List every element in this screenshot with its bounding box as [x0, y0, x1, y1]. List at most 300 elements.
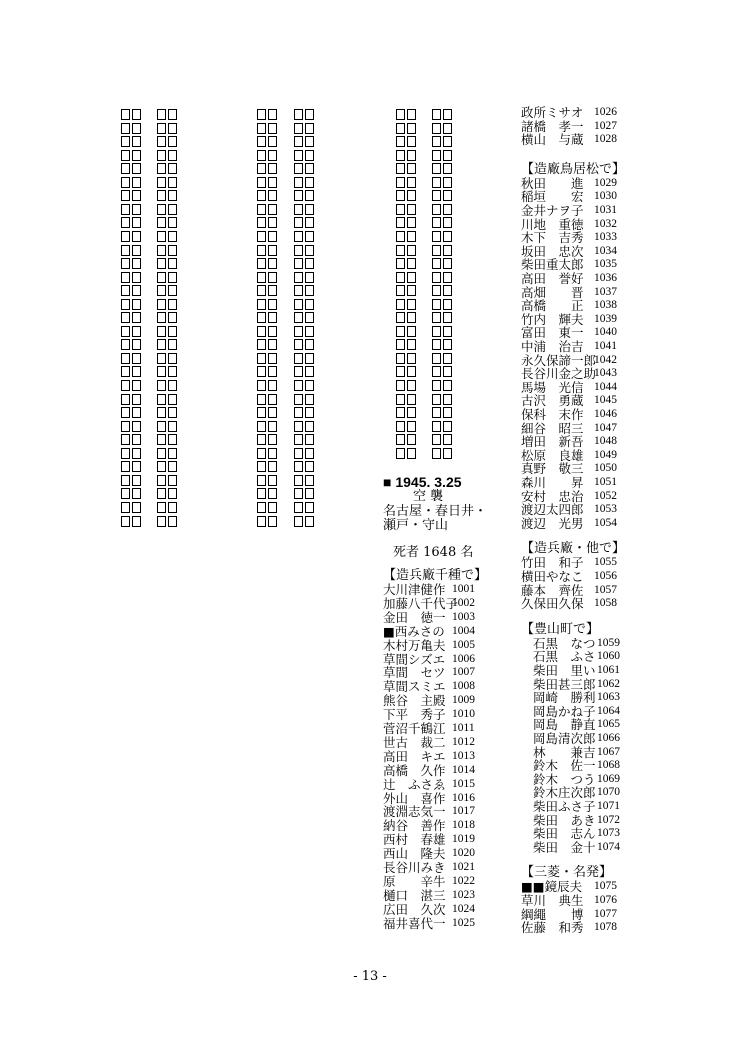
- list-item: [383, 818, 475, 834]
- placeholder-box: [396, 123, 405, 134]
- placeholder-name-cell: [396, 203, 418, 217]
- entry-number: 1031: [594, 204, 617, 216]
- placeholder-name-cell: [432, 189, 454, 203]
- list-item: [521, 325, 617, 341]
- placeholder-box: [168, 434, 177, 445]
- list-item: [533, 799, 620, 814]
- placeholder-box: [132, 502, 141, 513]
- placeholder-box: [257, 339, 266, 350]
- person-name: 柴田 あき: [533, 812, 596, 828]
- placeholder-name-cell: [294, 216, 316, 230]
- placeholder-name-cell: [396, 108, 418, 122]
- placeholder-name-cell: [294, 406, 316, 420]
- person-name: 横田やなこ: [521, 569, 584, 584]
- placeholder-box: [305, 353, 314, 364]
- placeholder-name-cell: [157, 420, 179, 434]
- placeholder-box: [268, 204, 277, 215]
- placeholder-name-cell: [121, 135, 143, 149]
- entry-number: 1071: [597, 800, 620, 812]
- list-item: [383, 721, 475, 736]
- placeholder-box: [257, 231, 266, 242]
- person-name: 岡島かね子: [533, 703, 596, 719]
- placeholder-box: [268, 434, 277, 445]
- entry-number: 1004: [452, 624, 475, 637]
- group-header: 【造兵廠千種で】: [383, 568, 488, 583]
- placeholder-box: [157, 190, 166, 201]
- placeholder-name-cell: [396, 135, 418, 149]
- list-item: [533, 744, 620, 760]
- placeholder-name-cell: [121, 230, 143, 244]
- entry-number: 1055: [594, 556, 617, 569]
- placeholder-name-cell: [157, 216, 179, 230]
- placeholder-box: [407, 380, 416, 391]
- placeholder-box: [268, 285, 277, 296]
- person-name: 柴田 志ん: [533, 826, 596, 842]
- placeholder-box: [168, 339, 177, 350]
- placeholder-box: [407, 421, 416, 432]
- placeholder-box: [294, 516, 303, 527]
- placeholder-box: [443, 285, 452, 296]
- placeholder-name-cell: [432, 271, 454, 285]
- placeholder-name-cell: [257, 447, 279, 461]
- person-name: 柴田重太郎: [521, 257, 584, 273]
- placeholder-box: [305, 123, 314, 134]
- placeholder-box: [432, 217, 441, 228]
- placeholder-box: [432, 258, 441, 269]
- placeholder-box: [305, 299, 314, 310]
- entry-number: 1036: [594, 272, 617, 284]
- placeholder-name-cell: [396, 338, 418, 352]
- placeholder-box: [121, 488, 130, 499]
- placeholder-box: [168, 353, 177, 364]
- placeholder-name-cell: [257, 189, 279, 203]
- person-name: 世古 裁二: [383, 734, 446, 750]
- placeholder-box: [443, 245, 452, 256]
- placeholder-name-cell: [294, 230, 316, 244]
- placeholder-box: [396, 150, 405, 161]
- placeholder-box: [432, 407, 441, 418]
- placeholder-name-cell: [396, 122, 418, 136]
- placeholder-box: [121, 339, 130, 350]
- placeholder-box: [396, 258, 405, 269]
- placeholder-box: [268, 380, 277, 391]
- placeholder-box: [407, 434, 416, 445]
- placeholder-box: [294, 258, 303, 269]
- placeholder-box: [157, 217, 166, 228]
- person-name: 金田 徳一: [383, 609, 446, 625]
- page-number: - 13 -: [353, 969, 387, 984]
- list-item: [521, 352, 617, 368]
- placeholder-box: [443, 312, 452, 323]
- entry-number: 1027: [594, 119, 617, 132]
- placeholder-box: [443, 326, 452, 337]
- placeholder-box: [168, 123, 177, 134]
- placeholder-name-cell: [257, 122, 279, 136]
- placeholder-box: [305, 163, 314, 174]
- placeholder-box: [168, 258, 177, 269]
- person-name: 綱繩 博: [521, 906, 584, 922]
- placeholder-box: [257, 448, 266, 459]
- placeholder-box: [257, 488, 266, 499]
- placeholder-box: [168, 136, 177, 147]
- placeholder-name-cell: [157, 474, 179, 488]
- person-name: 熊谷 主殿: [383, 693, 446, 709]
- placeholder-name-cell: [432, 365, 454, 379]
- placeholder-box: [443, 204, 452, 215]
- entry-number: 1002: [452, 596, 475, 609]
- entry-number: 1038: [594, 299, 617, 312]
- placeholder-box: [257, 394, 266, 405]
- placeholder-box: [157, 150, 166, 161]
- placeholder-name-cell: [257, 162, 279, 176]
- placeholder-box: [132, 366, 141, 377]
- list-item: [521, 339, 617, 354]
- placeholder-name-cell: [432, 162, 454, 176]
- placeholder-box: [305, 245, 314, 256]
- placeholder-box: [121, 448, 130, 459]
- placeholder-box: [396, 339, 405, 350]
- placeholder-box: [396, 434, 405, 445]
- list-item: [383, 693, 475, 709]
- person-name: 安村 忠治: [521, 488, 584, 504]
- list-item: [521, 203, 617, 218]
- placeholder-box: [305, 502, 314, 513]
- placeholder-box: [443, 177, 452, 188]
- entry-number: 1066: [597, 732, 620, 744]
- placeholder-name-cell: [432, 257, 454, 271]
- list-item: [383, 679, 475, 695]
- placeholder-name-cell: [396, 230, 418, 244]
- list-item: [521, 488, 617, 504]
- placeholder-box: [132, 123, 141, 134]
- placeholder-name-cell: [294, 135, 316, 149]
- list-item: [533, 690, 620, 706]
- placeholder-name-cell: [294, 244, 316, 258]
- placeholder-box: [257, 123, 266, 134]
- placeholder-box: [407, 353, 416, 364]
- placeholder-name-cell: [432, 108, 454, 122]
- placeholder-box: [157, 380, 166, 391]
- person-name: 鈴木庄次郎: [533, 785, 596, 801]
- entry-number: 1003: [452, 610, 475, 623]
- placeholder-box: [407, 285, 416, 296]
- placeholder-name-cell: [157, 284, 179, 298]
- placeholder-name-cell: [121, 216, 143, 230]
- placeholder-box: [294, 177, 303, 188]
- placeholder-box: [132, 245, 141, 256]
- entry-number: 1030: [594, 190, 617, 203]
- person-name: 永久保諦一郎: [521, 352, 597, 368]
- placeholder-name-cell: [157, 406, 179, 420]
- list-item: [533, 771, 620, 787]
- list-item: [533, 717, 620, 733]
- entry-number: 1023: [452, 888, 475, 901]
- list-item: [521, 475, 617, 490]
- placeholder-name-cell: [294, 433, 316, 447]
- placeholder-box: [432, 299, 441, 310]
- placeholder-name-cell: [157, 487, 179, 501]
- placeholder-box: [132, 475, 141, 486]
- placeholder-name-cell: [257, 244, 279, 258]
- placeholder-box: [157, 475, 166, 486]
- placeholder-box: [121, 272, 130, 283]
- placeholder-box: [157, 461, 166, 472]
- group-header: 【三菱・名発】: [521, 865, 613, 881]
- placeholder-box: [157, 366, 166, 377]
- person-name: 馬場 光信: [521, 379, 584, 395]
- person-name: 渡辺太四郎: [521, 502, 584, 518]
- placeholder-box: [432, 394, 441, 405]
- placeholder-name-cell: [121, 352, 143, 366]
- placeholder-box: [443, 272, 452, 283]
- placeholder-box: [268, 123, 277, 134]
- list-item: [383, 762, 475, 778]
- placeholder-box: [305, 312, 314, 323]
- placeholder-box: [268, 190, 277, 201]
- placeholder-box: [121, 407, 130, 418]
- placeholder-box: [443, 217, 452, 228]
- placeholder-box: [157, 177, 166, 188]
- placeholder-name-cell: [396, 216, 418, 230]
- list-item: [521, 243, 617, 259]
- placeholder-box: [168, 488, 177, 499]
- person-name: 広田 久次: [383, 901, 446, 917]
- person-name: 加藤八千代子: [383, 595, 459, 611]
- person-name: 大川津健作: [383, 582, 446, 597]
- placeholder-box: [257, 312, 266, 323]
- entry-number: 1065: [597, 718, 620, 731]
- entry-number: 1046: [594, 408, 617, 420]
- entry-number: 1043: [594, 367, 617, 380]
- placeholder-name-cell: [121, 108, 143, 122]
- placeholder-box: [294, 190, 303, 201]
- placeholder-name-cell: [121, 149, 143, 163]
- entry-number: 1068: [597, 759, 620, 772]
- placeholder-box: [257, 366, 266, 377]
- placeholder-name-cell: [432, 420, 454, 434]
- placeholder-box: [268, 488, 277, 499]
- placeholder-box: [121, 109, 130, 120]
- placeholder-box: [268, 448, 277, 459]
- placeholder-box: [168, 448, 177, 459]
- list-item: [521, 105, 617, 120]
- placeholder-name-cell: [257, 230, 279, 244]
- placeholder-box: [132, 217, 141, 228]
- placeholder-box: [305, 475, 314, 486]
- placeholder-box: [132, 109, 141, 120]
- placeholder-box: [257, 136, 266, 147]
- placeholder-box: [432, 421, 441, 432]
- placeholder-box: [432, 366, 441, 377]
- entry-number: 1018: [452, 819, 475, 832]
- entry-number: 1060: [597, 650, 620, 663]
- placeholder-box: [294, 461, 303, 472]
- placeholder-name-cell: [257, 393, 279, 407]
- list-item: [383, 734, 475, 750]
- placeholder-box: [294, 150, 303, 161]
- placeholder-box: [305, 326, 314, 337]
- placeholder-box: [268, 217, 277, 228]
- placeholder-box: [157, 136, 166, 147]
- placeholder-name-cell: [294, 474, 316, 488]
- placeholder-name-cell: [432, 176, 454, 190]
- person-name: 秋田 進: [521, 175, 584, 191]
- placeholder-box: [305, 272, 314, 283]
- placeholder-name-cell: [121, 189, 143, 203]
- placeholder-name-cell: [396, 284, 418, 298]
- person-name: 柴田 金十: [533, 839, 596, 855]
- placeholder-name-cell: [294, 447, 316, 461]
- placeholder-name-cell: [157, 108, 179, 122]
- person-name: 樋口 湛三: [383, 887, 446, 903]
- entry-number: 1008: [452, 680, 475, 693]
- person-name: 菅沼千鶴江: [383, 721, 446, 736]
- placeholder-box: [157, 204, 166, 215]
- placeholder-box: [396, 299, 405, 310]
- list-item: [521, 407, 617, 422]
- placeholder-name-cell: [121, 284, 143, 298]
- placeholder-box: [121, 258, 130, 269]
- placeholder-name-cell: [396, 365, 418, 379]
- placeholder-box: [407, 366, 416, 377]
- entry-number: 1013: [452, 749, 475, 762]
- placeholder-box: [432, 326, 441, 337]
- placeholder-box: [257, 516, 266, 527]
- placeholder-name-cell: [121, 433, 143, 447]
- placeholder-box: [294, 245, 303, 256]
- placeholder-name-cell: [157, 189, 179, 203]
- placeholder-name-cell: [396, 406, 418, 420]
- placeholder-box: [121, 177, 130, 188]
- placeholder-name-cell: [432, 352, 454, 366]
- entry-number: 1049: [594, 448, 617, 461]
- list-item: [533, 649, 620, 665]
- list-item: [383, 623, 475, 639]
- placeholder-box: [268, 231, 277, 242]
- placeholder-box: [396, 109, 405, 120]
- placeholder-name-cell: [257, 135, 279, 149]
- placeholder-name-cell: [257, 515, 279, 529]
- placeholder-box: [294, 312, 303, 323]
- placeholder-box: [294, 123, 303, 134]
- placeholder-box: [443, 366, 452, 377]
- person-name: 渡辺 光男: [521, 515, 584, 531]
- placeholder-name-cell: [157, 149, 179, 163]
- placeholder-name-cell: [294, 108, 316, 122]
- placeholder-name-cell: [396, 311, 418, 325]
- entry-number: 1025: [452, 916, 475, 929]
- entry-number: 1070: [597, 786, 620, 799]
- list-item: [383, 915, 475, 931]
- placeholder-box: [305, 421, 314, 432]
- list-item: [521, 298, 617, 314]
- list-item: [383, 901, 475, 917]
- placeholder-box: [268, 516, 277, 527]
- placeholder-name-cell: [432, 244, 454, 258]
- placeholder-box: [268, 339, 277, 350]
- placeholder-box: [396, 272, 405, 283]
- list-item: [383, 609, 475, 625]
- entry-number: 1059: [597, 636, 620, 649]
- placeholder-box: [168, 421, 177, 432]
- person-name: 古沢 勇蔵: [521, 393, 584, 409]
- list-item: [533, 635, 620, 651]
- placeholder-name-cell: [432, 149, 454, 163]
- placeholder-box: [268, 421, 277, 432]
- list-item: [383, 873, 475, 889]
- placeholder-box: [432, 448, 441, 459]
- entry-number: 1029: [594, 176, 617, 189]
- placeholder-box: [168, 380, 177, 391]
- placeholder-name-cell: [121, 393, 143, 407]
- list-item: [521, 569, 617, 584]
- placeholder-name-cell: [157, 122, 179, 136]
- placeholder-box: [396, 245, 405, 256]
- person-name: 草川 典生: [521, 893, 584, 908]
- entry-number: 1075: [594, 880, 617, 893]
- list-item: [533, 663, 620, 678]
- placeholder-box: [294, 299, 303, 310]
- placeholder-box: [432, 231, 441, 242]
- placeholder-box: [443, 190, 452, 201]
- placeholder-name-cell: [396, 189, 418, 203]
- placeholder-name-cell: [257, 501, 279, 515]
- placeholder-box: [432, 245, 441, 256]
- placeholder-name-cell: [294, 420, 316, 434]
- placeholder-name-cell: [157, 338, 179, 352]
- placeholder-name-cell: [432, 230, 454, 244]
- person-name: 西山 隆夫: [383, 846, 446, 862]
- placeholder-name-cell: [294, 311, 316, 325]
- placeholder-box: [157, 434, 166, 445]
- placeholder-name-cell: [432, 325, 454, 339]
- placeholder-box: [305, 136, 314, 147]
- placeholder-box: [168, 312, 177, 323]
- placeholder-box: [396, 421, 405, 432]
- placeholder-box: [305, 231, 314, 242]
- placeholder-box: [121, 461, 130, 472]
- placeholder-box: [132, 204, 141, 215]
- placeholder-box: [132, 299, 141, 310]
- person-name: 福井喜代一: [383, 915, 446, 931]
- list-item: [383, 637, 475, 653]
- placeholder-box: [396, 407, 405, 418]
- placeholder-box: [268, 177, 277, 188]
- placeholder-box: [132, 461, 141, 472]
- placeholder-box: [132, 421, 141, 432]
- placeholder-box: [132, 136, 141, 147]
- person-name: 竹田 和子: [521, 555, 584, 571]
- placeholder-name-cell: [294, 149, 316, 163]
- entry-number: 1072: [597, 813, 620, 826]
- entry-number: 1041: [594, 340, 617, 352]
- person-name: 渡淵志気一: [383, 804, 446, 820]
- person-name: 金井ナヲ子: [521, 203, 584, 218]
- placeholder-name-cell: [121, 162, 143, 176]
- placeholder-box: [168, 163, 177, 174]
- placeholder-box: [157, 326, 166, 337]
- list-item: [383, 582, 475, 597]
- placeholder-box: [168, 272, 177, 283]
- placeholder-name-cell: [157, 244, 179, 258]
- placeholder-box: [432, 353, 441, 364]
- person-name: 保科 末作: [521, 407, 584, 422]
- person-name: 藤本 齊佐: [521, 582, 584, 598]
- placeholder-name-cell: [121, 244, 143, 258]
- placeholder-name-cell: [257, 298, 279, 312]
- placeholder-box: [294, 339, 303, 350]
- placeholder-box: [294, 217, 303, 228]
